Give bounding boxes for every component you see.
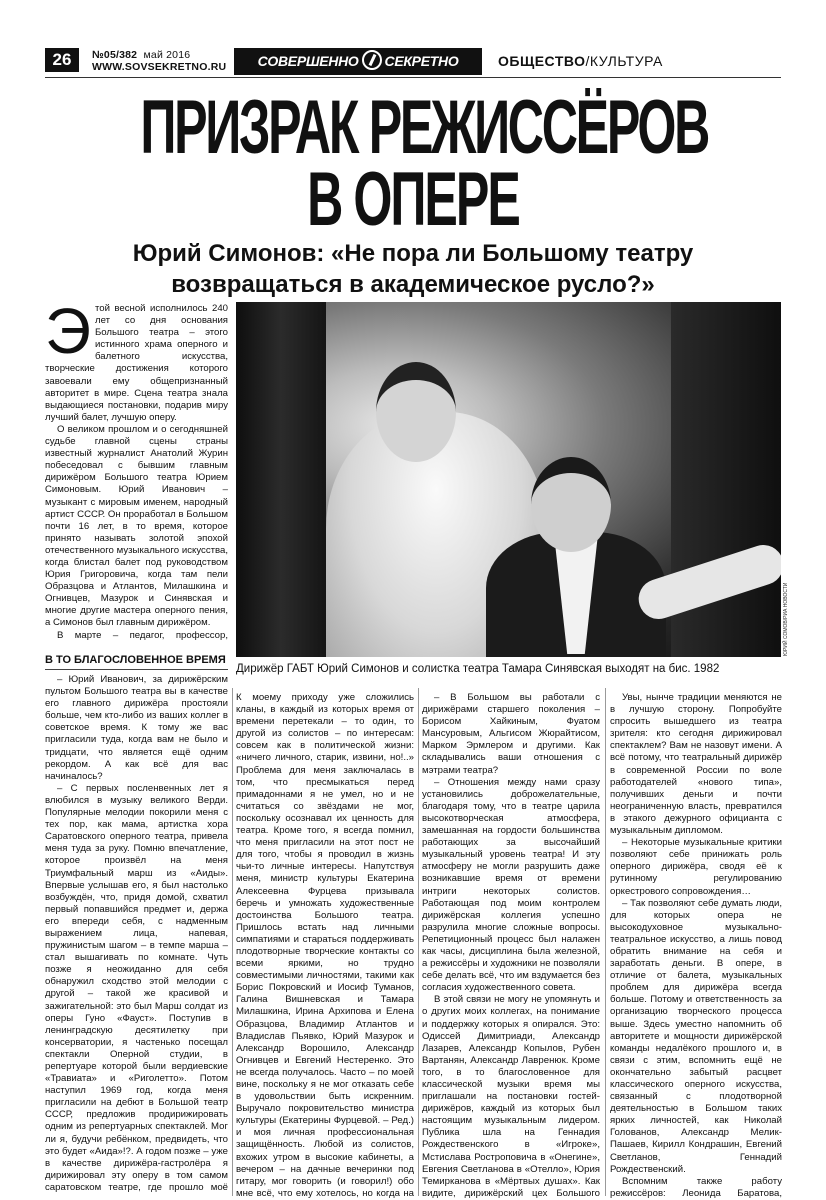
photo-curtain-left: [236, 302, 326, 657]
subheadline: Юрий Симонов: «Не пора ли Большому театру возвращаться в академическое русло?»: [132, 240, 694, 298]
headline-line-2: В ОПЕРЕ: [307, 157, 519, 242]
issue-info: [92, 49, 226, 73]
issue-number: №05/382: [92, 49, 138, 61]
text-column-1: [45, 674, 228, 1194]
body-paragraph: В этой связи не могу не упомянуть и о других моих коллегах, на понимание и поддержку которых я опирался. Это: Одиссей Димитриади, Александр Лазарев, Александр Копылов, Рубен Вартанян, Александр Лавренюк. Кроме того, в то благословенное для классической музыки время мы приглашали на постановки гостей-дирижёров, каждый из которых был настоящим музыкальным лидером. Публика шла на Геннадия Рождественского в «Игроке», Мстислава Ростроповича в «Онегине», Евгения Светланова в «Отелло», Юрия Темирканова в «Мёртвых душах». Как видите, дирижёрский цех Большого: [422, 994, 600, 1199]
photo-singer-face: [376, 362, 456, 462]
text-column-2: [236, 692, 414, 1200]
body-paragraph: Вспомним также работу режиссёров: Леонида Баратова,: [610, 1175, 782, 1199]
body-paragraph: – Юрий Иванович, за дирижёрским пультом Большого театра вы в качестве его главного дирижёра простояли больше, чем кто-либо из ваших коллег в советское время. К тому же вас пригласили туда, когда вам не было и тридцати, что является ещё одним рекордом. А как всё для вас начиналось?: [45, 674, 228, 782]
column-divider: [605, 688, 606, 1196]
page-number: 26: [45, 48, 79, 72]
body-paragraph: Увы, нынче традиции меняются не в лучшую сторону. Попробуйте спросить вышедшего из театра зрителя: кто сегодня дирижировал спектаклем? Вам не назовут имени. А всё потому, что театральный дирижёр в современной России по воле работодателей «нового типа», получивших деньги и почти неограниченную власть, превратился в этакого дежурного официанта с музыкальным дипломом.: [610, 692, 782, 837]
column-divider: [232, 688, 233, 1196]
body-paragraph: – С первых посленвенных лет я влюбился в музыку великого Верди. Популярные мелодии покорили меня с тех пор, как мама, артистка хора Саратовского оперного театра, привела меня туда за руку. Помню впечатление, которое произвёл на меня Триумфальный марш из «Аиды». Впервые услышав его, я был настолько возбуждён, что, придя домой, схватил первый попавшийся предмет и, держа его впереди себя, с надменным выражением лица, напевая, пружинистым шагом – в темпе марша – стал вышагивать по комнате. Чуть позже я неожиданно для себя обнаружил сходство этой мелодии с другой – такой же красивой и зажигательной: это был Марш солдат из оперы Гуно «Фауст». Поступив в ленинградскую десятилетку при консерватории, я частенько посещал спектакли Оперной студии, в репертуаре которой были вердиевские «Травиата» и «Риголетто». Потом наступил 1969 год, когда меня пригласили на дебют в Большой театр СССР, предложив продирижировать одним из репертуарных спектаклей. Мог ли я, будучи ребёнком, предвидеть, что это будет «Аида»!?. А годом позже – уже в качестве дирижёра-гастролёра я дирижировал эту оперу в том самом саратовском театре, где прошло моё: [45, 782, 228, 1193]
masthead-logo: [234, 48, 482, 75]
article-photo: [236, 302, 781, 657]
body-paragraph: – Так позволяют себе думать люди, для которых опера не высокодуховное музыкально-театральное искусство, а лишь повод обратить внимание на себя и заработать деньги. В опере, в отличие от балета, музыкальных проблем для дирижёра всегда больше. Потому и ответственность за организацию творческого процесса выше. Здесь уместно напомнить об авторитете и мощности дирижёрской команды недалёкого прошлого и, в связи с этим, вспомнить ещё не окончательно забытый расцвет классического оперного искусства, связанный с плодотворной деятельностью в Большом таких ярких личностей, как Николай Голованов, Александр Мелик-Пашаев, Кирилл Кондрашин, Евгений Светланов, Геннадий Рождественский.: [610, 897, 782, 1175]
intro-paragraph: В марте – педагог, профессор,: [57, 629, 228, 641]
header-divider: [45, 77, 781, 78]
intro-paragraph: той весной исполнилось 240 лет со дня основания Большого театра – этого истинного храма оперного и балетного искусства, творческие достижения которого завоевали ему общепризнанный авторитет в мире. Сцена театра знала выдающиеся постановки, подарив миру лучший балет, лучшую оперу.: [45, 303, 228, 423]
section-label: [498, 51, 663, 71]
section-subhead: В ТО БЛАГОСЛОВЕННОЕ ВРЕМЯ: [45, 654, 226, 666]
body-paragraph: – Некоторые музыкальные критики позволяют себе принижать роль оперного дирижёра, сводя её к рутинному регулированию оркестрового сопровождения…: [610, 837, 782, 897]
photo-credit: ЮРИЙ СОМОВ/РИА НОВОСТИ: [783, 582, 789, 656]
issue-date: май 2016: [143, 49, 191, 61]
column-divider: [418, 688, 419, 1196]
logo-left: СОВЕРШЕННО: [257, 53, 359, 69]
subhead-rule: [45, 669, 228, 670]
body-paragraph: – В Большом вы работали с дирижёрами старшего поколения – Борисом Хайкиным, Фуатом Мансуровым, Альгисом Жюрайтисом, Марком Эрмлером и другими. Как складывались ваши отношения с мэтрами театра?: [422, 692, 600, 776]
photo-conductor-face: [531, 457, 611, 552]
body-paragraph: К моему приходу уже сложились кланы, в каждый из которых время от времени перетекали – то один, то другой из солистов – по интересам: совсем как в политической жизни: «ничего личного, старик, извини, но!..» Проблема для меня заключалась в том, что пресмыкаться перед примадоннами я не умел, но и не считаться со звёздами не мог, поскольку осознавал их ценность для театра. Кроме того, я всегда помнил, что меня пригласили на этот пост не для того, чтобы я проводил в жизнь чьи-то личные интересы. Напутствуя меня, министр культуры Екатерина Алексеевна Фурцева призывала беречь и умножать художественные достоинства Большого театра. Пришлось встать над личными симпатиями и стараться поддерживать плодотворные творческие контакты со всеми яркими, но трудно совместимыми личностями, такими как Борис Покровский и Иосиф Туманов, Галина Вишневская и Тамара Милашкина, Ирина Архипова и Елена Образцова, Владимир Атлантов и Владислав Пьявко, Юрий Мазурок и Александр Ворошило, Александр Огнивцев и Евгений Нестеренко. Это не всегда получалось. Часто – по моей вине, поскольку я не мог отказать себе в удовольствии быть искренним. Выручало покровительство министра культуры (Екатерины Фурцевой. – Ред.) и моя личная профессиональная защищённость. Любой из солистов, вхожих утром в высокие кабинеты, а вечером – на дачные вечеринки под гитару, мог говорить (и говорил!) обо мне всё, что ему хотелось, но когда на: [236, 692, 414, 1199]
website: WWW.SOVSEKRETNO.RU: [92, 61, 227, 73]
intro-column: [45, 303, 228, 643]
body-paragraph: – Отношения между нами сразу установились доброжелательные, благодаря тому, что в театре царила высокотворческая атмосфера, замешанная на гордости большинства работающих за высочайший музыкальный уровень театра! И эту атмосферу не могли разрушить даже возникавшие время от времени интриги некоторых солистов. Работающая под моим контролем дирижёрская коллегия успешно разрулила многие сложные вопросы. Репетиционный процесс был налажен как часы, дисциплина была железной, а режиссёры и художники не позволяли себе делать всё, что им вздумается без согласия художественного совета.: [422, 776, 600, 994]
text-column-4: [610, 692, 782, 1200]
headline-line-1: ПРИЗРАК РЕЖИССЁРОВ: [140, 85, 708, 170]
intro-paragraph: О великом прошлом и о сегодняшней судьбе главной сцены страны известный журналист Анатолий Журин побеседовал с бывшим главным дирижёром Большого театра Юрием Симоновым. Юрий Иванович – музыкант с мировым именем, народный артист СССР. Он проработал в Большом почти 16 лет, в то время, которое принято называть золотой эпохой отечественного музыкального искусства, когда блистал балет под руководством Юрия Григоровича, когда там пели Образцова и Атлантов, Милашкина и Огнивцев, Мазурок и Синявская и многие другие мастера оперного пения, а Симонов был главным дирижёром.: [45, 423, 228, 629]
logo-right: СЕКРЕТНО: [384, 53, 459, 69]
logo-seal-icon: [362, 50, 382, 70]
photo-caption: Дирижёр ГАБТ Юрий Симонов и солистка театра Тамара Синявская выходят на бис. 1982: [236, 663, 720, 675]
drop-cap: Э: [45, 303, 91, 367]
section-main: ОБЩЕСТВО: [498, 53, 586, 69]
text-column-3: [422, 692, 600, 1200]
section-sub: /КУЛЬТУРА: [585, 53, 663, 69]
